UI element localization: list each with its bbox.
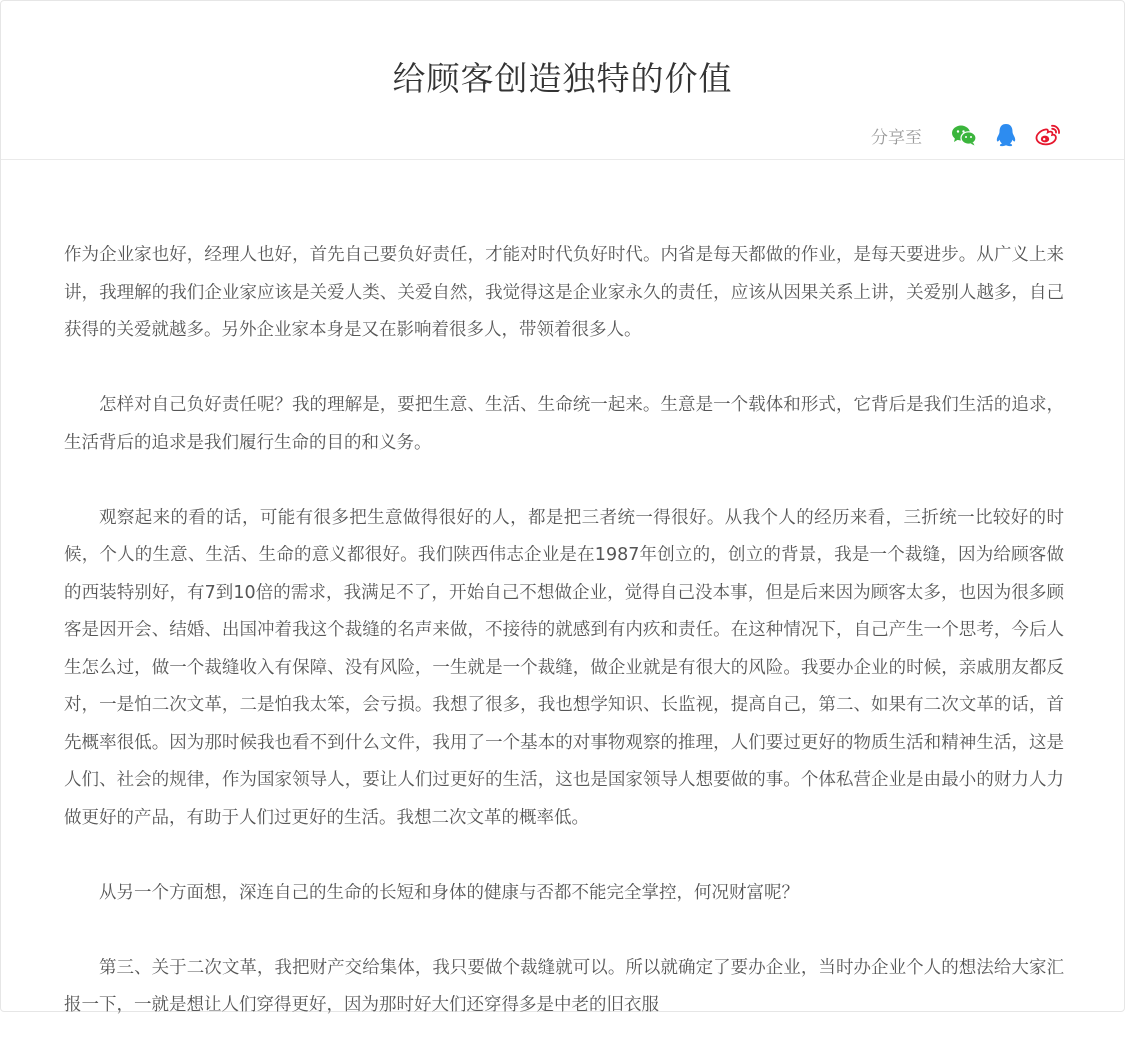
wechat-icon [951, 124, 977, 146]
share-label: 分享至 [871, 127, 922, 148]
share-weibo-button[interactable] [1034, 121, 1062, 149]
article-paragraph: 第三、关于二次文革，我把财产交给集体，我只要做个裁缝就可以。所以就确定了要办企业，当时办企业个人的想法给大家汇报一下，一就是想让人们穿得更好，因为那时好大们还穿得多是中老的旧衣服 [64, 957, 1064, 1015]
article-paragraph: 怎样对自己负好责任呢？我的理解是，要把生意、生活、生命统一起来。生意是一个载体和形式，它背后是我们生活的追求，生活背后的追求是我们履行生命的目的和义务。 [64, 395, 1064, 453]
article-paragraph: 从另一个方面想，深连自己的生命的长短和身体的健康与否都不能完全掌控，何况财富呢？ [99, 882, 799, 903]
share-bar [871, 121, 1062, 149]
article-paragraph: 作为企业家也好，经理人也好，首先自己要负好责任，才能对时代负好时代。内省是每天都做的作业，是每天要进步。从广义上来讲，我理解的我们企业家应该是关爱人类、关爱自然，我觉得这是企业家永久的责任，应该从因果关系上讲，关爱别人越多，自己获得的关爱就越多。另外企业家本身是又在影响着很多人，带领着很多人。 [64, 245, 1064, 340]
article-header [1, 1, 1124, 160]
share-wechat-button[interactable] [950, 121, 978, 149]
article-body [64, 237, 1064, 1062]
share-qq-button[interactable] [992, 121, 1020, 149]
qq-icon [995, 123, 1017, 147]
article-paragraph: 观察起来的看的话，可能有很多把生意做得很好的人，都是把三者统一得很好。从我个人的经历来看，三折统一比较好的时候，个人的生意、生活、生命的意义都很好。我们陕西伟志企业是在1987年创立的，创立的背景，我是一个裁缝，因为给顾客做的西装特别好，有7到10倍的需求，我满足不了，开始自己不想做企业，觉得自己没本事，但是后来因为顾客太多，也因为很多顾客是因开会、结婚、出国冲着我这个裁缝的名声来做，不接待的就感到有内疚和责任。在这种情况下，自己产生一个思考，今后人生怎么过，做一个裁缝收入有保障、没有风险，一生就是一个裁缝，做企业就是有很大的风险。我要办企业的时候，亲戚朋友都反对，一是怕二次文革，二是怕我太笨，会亏损。我想了很多，我也想学知识、长监视，提高自己，第二、如果有二次文革的话，首先概率很低。因为那时候我也看不到什么文件，我用了一个基本的对事物观察的推理，人们要过更好的物质生活和精神生活，这是人们、社会的规律，作为国家领导人，要让人们过更好的生活，这也是国家领导人想要做的事。个体私营企业是由最小的财力人力做更好的产品，有助于人们过更好的生活。我想二次文革的概率低。 [64, 507, 1064, 828]
weibo-icon [1035, 124, 1061, 146]
article-title: 给顾客创造独特的价值 [392, 59, 733, 98]
